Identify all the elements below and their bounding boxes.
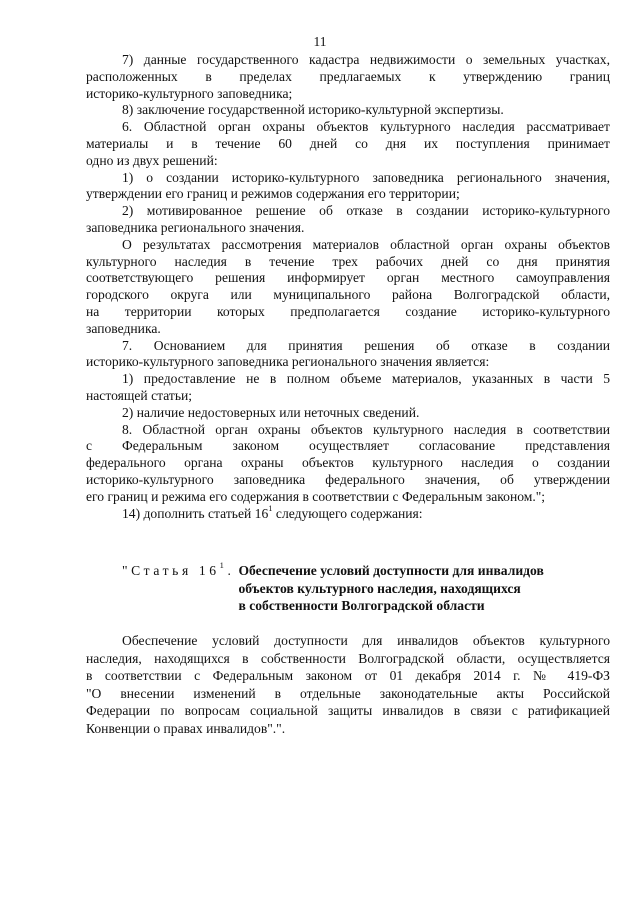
text-fragment: следующего содержания: [272,505,423,521]
text-line: Обеспечение условий доступности для инвалидов объектов культурного [122,633,610,648]
text-line: 6. Областной орган охраны объектов культурного наследия рассматривает [122,119,610,135]
paragraph-item-8 [86,102,610,119]
article-body [86,632,610,738]
paragraph-item-14 [86,502,610,523]
page-number: 11 [313,34,327,49]
text-line: историко-культурного заповедника регионального значения является: [86,354,490,370]
text-line: 7. Основанием для принятия решения об отказе в создании [122,337,610,353]
text-line: одно из двух решений: [86,152,218,168]
text-line: заповедника регионального значения. [86,219,305,235]
text-line: О результатах рассмотрения материалов областной орган охраны объектов [122,236,610,252]
text-line: 8) заключение государственной историко-культурной экспертизы. [122,102,504,118]
text-line: 2) мотивированное решение об отказе в создании историко-культурного [122,203,610,219]
paragraph-section-7 [86,338,610,372]
paragraph-refusal-1 [86,371,610,405]
text-line: в соответствии с Федеральным законом от 01 декабря 2014 г. № 419-ФЗ [86,668,610,684]
text-line: Конвенции о правах инвалидов".". [86,720,286,736]
superscript: 1 [268,502,273,513]
paragraph-decision-1 [86,170,610,204]
article-number: 16 [191,563,220,578]
paragraph-results [86,237,610,338]
article-number-superscript: 1 [219,560,228,571]
article-title-line: объектов культурного наследия, находящихся [238,580,521,596]
text-line: историко-культурного заповедника; [86,85,293,101]
paragraph-refusal-2 [86,405,610,422]
article-head-row [122,562,602,615]
article-title-line: Обеспечение условий доступности для инвалидов [238,563,544,578]
text-line: городского округа или муниципального района Волгоградской области, [86,287,610,303]
text-line: федерального органа охраны объектов культурного наследия о создании [86,455,610,471]
text-line: историко-культурного заповедника федерального значения, об утверждении [86,471,610,487]
paragraph-section-6 [86,119,610,169]
text-line: расположенных в пределах предлагаемых к утверждению границ [86,68,610,84]
paragraph-section-8 [86,422,610,506]
text-line: заповедника. [86,320,161,336]
text-line: его границ и режима его содержания в соответствии с Федеральным законом."; [86,488,546,504]
article-word: "Статья [122,563,192,578]
text-fragment: 14) дополнить статьей 16 [122,505,269,521]
text-line: наследия, находящихся в собственности Волгоградской области, осуществляется [86,650,610,666]
text-line: "О внесении изменений в отдельные законодательные акты Российской [86,685,610,701]
text-line: утверждении его границ и режимов содержания его территории; [86,186,460,202]
text-line: 7) данные государственного кадастра недвижимости о земельных участках, [122,52,610,67]
text-line: 2) наличие недостоверных или неточных сведений. [122,404,420,420]
text-line: настоящей статьи; [86,387,193,403]
article-label [122,562,234,580]
article-title-line: в собственности Волгоградской области [238,598,485,613]
text-line: 8. Областной орган охраны объектов культурного наследия в соответствии [122,421,610,437]
article-number-dot: . [227,563,235,578]
article-heading [122,562,602,615]
text-line: на территории которых предполагается создание историко-культурного [86,303,610,319]
text-line: Федерации по вопросам социальной защиты инвалидов в связи с ратификацией [86,703,610,719]
text-line: культурного наследия в течение трех рабочих дней со дня принятия [86,253,610,269]
article-title [238,562,543,615]
text-line: с Федеральным законом осуществляет согласование представления [86,438,610,454]
paragraph-decision-2 [86,203,610,237]
text-line: соответствующего решения информирует орган местного самоуправления [86,270,610,286]
document-body [86,52,610,522]
paragraph-item-7 [86,52,610,102]
text-line: 1) предоставление не в полном объеме материалов, указанных в части 5 [122,371,610,387]
text-line: 1) о создании историко-культурного заповедника регионального значения, [122,169,610,185]
text-line: материалы и в течение 60 дней со дня их поступления принимает [86,135,610,151]
text-line [86,502,610,523]
